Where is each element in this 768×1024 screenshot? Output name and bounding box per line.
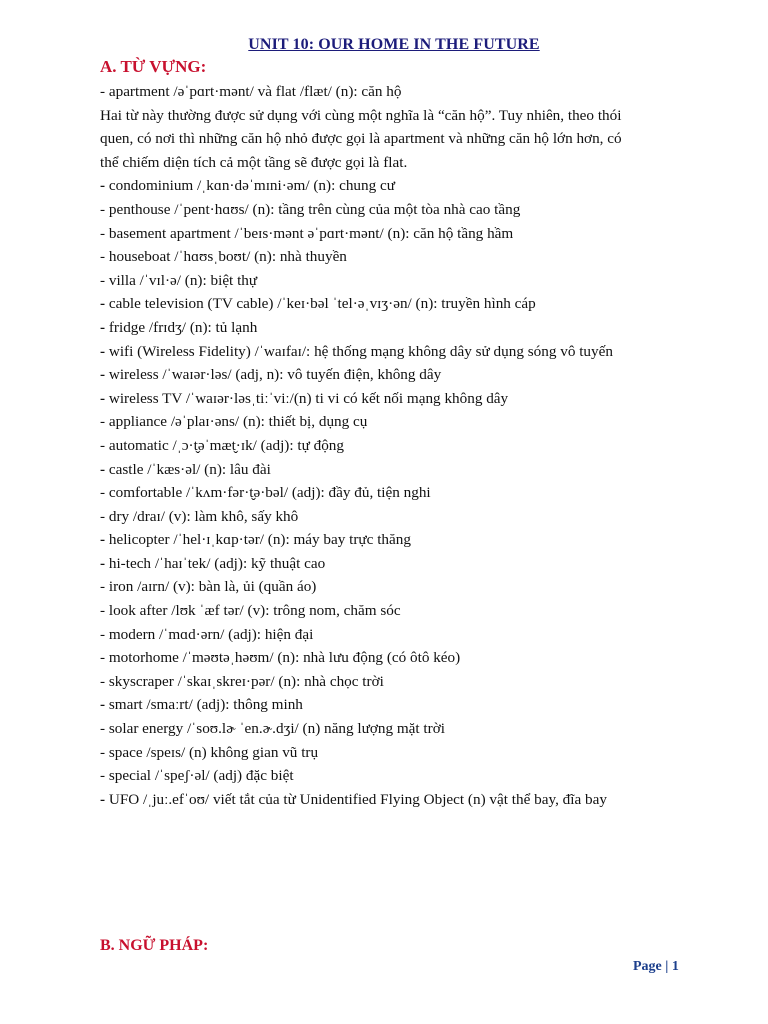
vocab-line (100, 151, 700, 175)
section-a-heading: A. TỪ VỰNG: (100, 57, 207, 76)
bullet-dash: - (100, 248, 106, 266)
page-label: Page (633, 959, 662, 974)
vocab-text: penthouse /ˈpent·hɑʊs/ (n): tầng trên cùng của một tòa nhà cao tầng (105, 200, 521, 218)
vocab-line (100, 741, 700, 765)
vocab-line (100, 410, 700, 434)
vocab-line (100, 292, 700, 316)
vocab-text: solar energy /ˈsoʊ.lɚ ˈen.ɚ.dʒi/ (n) năng lượng mặt trời (105, 720, 445, 738)
vocab-text: comfortable /ˈkʌm·fər·t̬ə·bəl/ (adj): đầy đủ, tiện nghi (105, 484, 431, 502)
vocab-text: automatic /ˌɔ·t̬əˈmæt̬·ɪk/ (adj): tự động (105, 436, 344, 454)
vocab-line (100, 458, 700, 482)
bullet-dash: - (100, 578, 106, 596)
bullet-dash: - (100, 767, 106, 785)
vocab-line (100, 646, 700, 670)
vocab-line (100, 623, 700, 647)
bullet-dash: - (100, 554, 106, 572)
vocab-text: space /speɪs/ (n) không gian vũ trụ (105, 743, 319, 761)
bullet-dash: - (100, 743, 106, 761)
vocab-line (100, 552, 700, 576)
bullet-dash: - (100, 366, 106, 384)
vocab-text: basement apartment /ˈbeɪs·mənt əˈpɑrt·mənt/ (n): căn hộ tầng hầm (105, 224, 514, 242)
vocab-line (100, 104, 700, 128)
bullet-dash: - (100, 318, 106, 336)
page-number: 1 (671, 959, 679, 974)
vocab-text: hi-tech /ˈhaɪˈtek/ (adj): kỹ thuật cao (105, 554, 326, 572)
vocab-text: wifi (Wireless Fidelity) /ˈwaɪfaɪ/: hệ thống mạng không dây sử dụng sóng vô tuyến (105, 342, 613, 360)
vocab-line (100, 717, 700, 741)
bullet-dash: - (100, 649, 106, 667)
bullet-dash: - (100, 602, 106, 620)
vocab-text: modern /ˈmɑd·ərn/ (adj): hiện đại (105, 625, 314, 643)
vocab-line (100, 670, 700, 694)
vocab-line (100, 245, 700, 269)
vocab-line (100, 363, 700, 387)
vocab-line (100, 481, 700, 505)
vocab-line (100, 505, 700, 529)
vocab-line (100, 198, 700, 222)
vocab-line (100, 434, 700, 458)
vocab-text: skyscraper /ˈskaɪˌskreɪ·pər/ (n): nhà chọc trời (105, 672, 384, 690)
bullet-dash: - (100, 696, 106, 714)
bullet-dash: - (100, 295, 106, 313)
vocab-text: condominium /ˌkɑn·dəˈmɪni·əm/ (n): chung cư (105, 177, 395, 195)
page-footer (633, 959, 679, 975)
vocab-text: smart /smaːrt/ (adj): thông minh (105, 696, 303, 714)
vocab-line (100, 387, 700, 411)
vocab-text: cable television (TV cable) /ˈkeɪ·bəl ˈtel·əˌvɪʒ·ən/ (n): truyền hình cáp (105, 295, 536, 313)
vocab-line (100, 764, 700, 788)
vocab-text: villa /ˈvɪl·ə/ (n): biệt thự (105, 271, 258, 289)
bullet-dash: - (100, 413, 106, 431)
vocab-line (100, 127, 700, 151)
vocab-text: fridge /frɪdʒ/ (n): tủ lạnh (105, 318, 258, 336)
vocab-line (100, 269, 700, 293)
page-title: UNIT 10: OUR HOME IN THE FUTURE (248, 36, 540, 53)
vocab-text: quen, có nơi thì những căn hộ nhỏ được gọi là apartment và những căn hộ lớn hơn, có (100, 130, 622, 148)
vocab-line (100, 788, 700, 812)
vocab-text: thể chiếm diện tích cả một tầng sẽ được gọi là flat. (100, 153, 408, 171)
bullet-dash: - (100, 507, 106, 525)
vocab-text: special /ˈspeʃ·əl/ (adj) đặc biệt (105, 767, 294, 785)
bullet-dash: - (100, 672, 106, 690)
bullet-dash: - (100, 484, 106, 502)
bullet-dash: - (100, 200, 106, 218)
vocab-text: UFO /ˌjuː.efˈoʊ/ viết tắt của từ Unidentified Flying Object (n) vật thể bay, đĩa bay (105, 790, 607, 808)
vocab-text: houseboat /ˈhɑʊsˌboʊt/ (n): nhà thuyền (105, 248, 347, 266)
bullet-dash: - (100, 790, 106, 808)
vocab-text: look after /lʊk ˈæf tər/ (v): trông nom, chăm sóc (105, 602, 401, 620)
vocab-line (100, 599, 700, 623)
vocab-text: castle /ˈkæs·əl/ (n): lâu đài (105, 460, 271, 478)
bullet-dash: - (100, 460, 106, 478)
vocab-text: iron /aɪrn/ (v): bàn là, ủi (quần áo) (105, 578, 317, 596)
bullet-dash: - (100, 342, 106, 360)
bullet-dash: - (100, 531, 106, 549)
bullet-dash: - (100, 83, 106, 100)
vocab-text: wireless /ˈwaɪər·ləs/ (adj, n): vô tuyến điện, không dây (105, 366, 442, 384)
vocab-text: appliance /əˈplaɪ·əns/ (n): thiết bị, dụng cụ (105, 413, 368, 431)
vocab-line (100, 693, 700, 717)
page-separator: | (665, 959, 669, 974)
vocab-line (100, 528, 700, 552)
bullet-dash: - (100, 625, 106, 643)
bullet-dash: - (100, 720, 106, 738)
vocab-text: dry /draɪ/ (v): làm khô, sấy khô (105, 507, 299, 525)
vocab-text: wireless TV /ˈwaɪər·ləsˌtiːˈviː/(n) ti vi có kết nối mạng không dây (105, 389, 509, 407)
vocab-line (100, 340, 700, 364)
bullet-dash: - (100, 271, 106, 289)
bullet-dash: - (100, 177, 106, 195)
bullet-dash: - (100, 389, 106, 407)
bullet-dash: - (100, 436, 106, 454)
vocabulary-list (100, 80, 700, 811)
vocab-line (100, 575, 700, 599)
vocab-text: motorhome /ˈməʊtəˌhəʊm/ (n): nhà lưu động (có ôtô kéo) (105, 649, 461, 667)
vocab-text: helicopter /ˈhel·ɪˌkɑp·tər/ (n): máy bay trực thăng (105, 531, 411, 549)
vocab-line (100, 316, 700, 340)
vocab-text: apartment /əˈpɑrt·mənt/ và flat /flæt/ (n): căn hộ (105, 83, 402, 100)
vocab-text: Hai từ này thường được sử dụng với cùng một nghĩa là “căn hộ”. Tuy nhiên, theo thói (100, 106, 622, 124)
vocab-line (100, 222, 700, 246)
section-b-heading: B. NGỮ PHÁP: (100, 937, 209, 954)
vocab-line (100, 174, 700, 198)
vocab-line (100, 80, 700, 104)
bullet-dash: - (100, 224, 106, 242)
